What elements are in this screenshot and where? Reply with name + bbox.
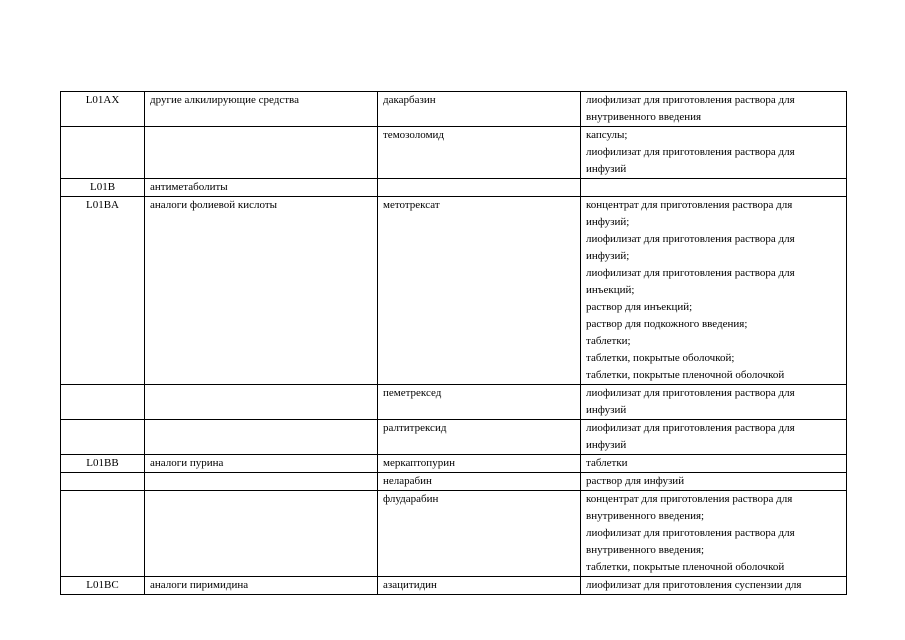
- table-row: [61, 473, 847, 491]
- drug-name-cell: [378, 179, 581, 197]
- table-row: [61, 577, 847, 595]
- pharmacological-group-cell: аналоги пиримидина: [145, 577, 378, 595]
- table-row: [61, 455, 847, 473]
- dosage-form-cell: [581, 420, 847, 455]
- atc-code-cell: [61, 385, 145, 420]
- drug-name-cell: дакарбазин: [378, 92, 581, 127]
- dosage-form-cell: [581, 92, 847, 127]
- dosage-form-line: инфузий;: [586, 216, 630, 228]
- dosage-form-line: лиофилизат для приготовления раствора для: [586, 94, 795, 106]
- dosage-form-line: лиофилизат для приготовления раствора для: [586, 387, 795, 399]
- table-row: [61, 385, 847, 420]
- dosage-form-line: таблетки, покрытые пленочной оболочкой: [586, 561, 785, 573]
- dosage-form-line: таблетки, покрытые пленочной оболочкой: [586, 369, 785, 381]
- atc-code-cell: L01B: [61, 179, 145, 197]
- dosage-form-line: инъекций;: [586, 284, 635, 296]
- table-row: [61, 197, 847, 385]
- dosage-form-line: инфузий;: [586, 250, 630, 262]
- dosage-form-line: капсулы;: [586, 129, 628, 141]
- dosage-form-line: таблетки;: [586, 335, 631, 347]
- pharmacological-group-cell: [145, 473, 378, 491]
- dosage-form-line: раствор для инъекций;: [586, 301, 693, 313]
- drug-name-cell: флударабин: [378, 491, 581, 577]
- pharmacological-group-cell: [145, 127, 378, 179]
- dosage-form-line: внутривенного введения: [586, 111, 702, 123]
- atc-code-cell: L01BB: [61, 455, 145, 473]
- dosage-form-cell: [581, 491, 847, 577]
- atc-code-cell: L01BA: [61, 197, 145, 385]
- dosage-form-cell: [581, 197, 847, 385]
- atc-code-cell: [61, 420, 145, 455]
- drug-name-cell: азацитидин: [378, 577, 581, 595]
- medication-table: [60, 91, 847, 595]
- drug-name-cell: меркаптопурин: [378, 455, 581, 473]
- pharmacological-group-cell: [145, 420, 378, 455]
- drug-name-cell: метотрексат: [378, 197, 581, 385]
- dosage-form-line: лиофилизат для приготовления раствора для: [586, 422, 795, 434]
- dosage-form-line: лиофилизат для приготовления раствора для: [586, 267, 795, 279]
- pharmacological-group-cell: антиметаболиты: [145, 179, 378, 197]
- dosage-form-cell: [581, 577, 847, 595]
- dosage-form-line: лиофилизат для приготовления суспензии для: [586, 579, 802, 591]
- dosage-form-line: концентрат для приготовления раствора для: [586, 493, 793, 505]
- atc-code-cell: L01AX: [61, 92, 145, 127]
- pharmacological-group-cell: аналоги фолиевой кислоты: [145, 197, 378, 385]
- table-row: [61, 491, 847, 577]
- dosage-form-line: внутривенного введения;: [586, 510, 705, 522]
- drug-name-cell: темозоломид: [378, 127, 581, 179]
- medication-table-body: [61, 92, 847, 595]
- atc-code-cell: [61, 473, 145, 491]
- dosage-form-cell: [581, 179, 847, 197]
- dosage-form-line: лиофилизат для приготовления раствора для: [586, 233, 795, 245]
- table-row: [61, 92, 847, 127]
- dosage-form-line: внутривенного введения;: [586, 544, 705, 556]
- dosage-form-line: раствор для подкожного введения;: [586, 318, 748, 330]
- table-row: [61, 420, 847, 455]
- dosage-form-line: раствор для инфузий: [586, 475, 685, 487]
- dosage-form-line: инфузий: [586, 439, 627, 451]
- dosage-form-line: таблетки: [586, 457, 628, 469]
- table-row: [61, 179, 847, 197]
- dosage-form-line: лиофилизат для приготовления раствора для: [586, 527, 795, 539]
- dosage-form-line: лиофилизат для приготовления раствора для: [586, 146, 795, 158]
- dosage-form-line: инфузий: [586, 404, 627, 416]
- dosage-form-line: таблетки, покрытые оболочкой;: [586, 352, 735, 364]
- pharmacological-group-cell: [145, 491, 378, 577]
- pharmacological-group-cell: аналоги пурина: [145, 455, 378, 473]
- atc-code-cell: L01BC: [61, 577, 145, 595]
- drug-name-cell: пеметрексед: [378, 385, 581, 420]
- dosage-form-cell: [581, 473, 847, 491]
- dosage-form-cell: [581, 385, 847, 420]
- table-row: [61, 127, 847, 179]
- dosage-form-line: концентрат для приготовления раствора для: [586, 199, 793, 211]
- drug-name-cell: ралтитрексид: [378, 420, 581, 455]
- pharmacological-group-cell: другие алкилирующие средства: [145, 92, 378, 127]
- pharmacological-group-cell: [145, 385, 378, 420]
- atc-code-cell: [61, 127, 145, 179]
- dosage-form-cell: [581, 127, 847, 179]
- dosage-form-line: инфузий: [586, 163, 627, 175]
- drug-name-cell: неларабин: [378, 473, 581, 491]
- atc-code-cell: [61, 491, 145, 577]
- dosage-form-cell: [581, 455, 847, 473]
